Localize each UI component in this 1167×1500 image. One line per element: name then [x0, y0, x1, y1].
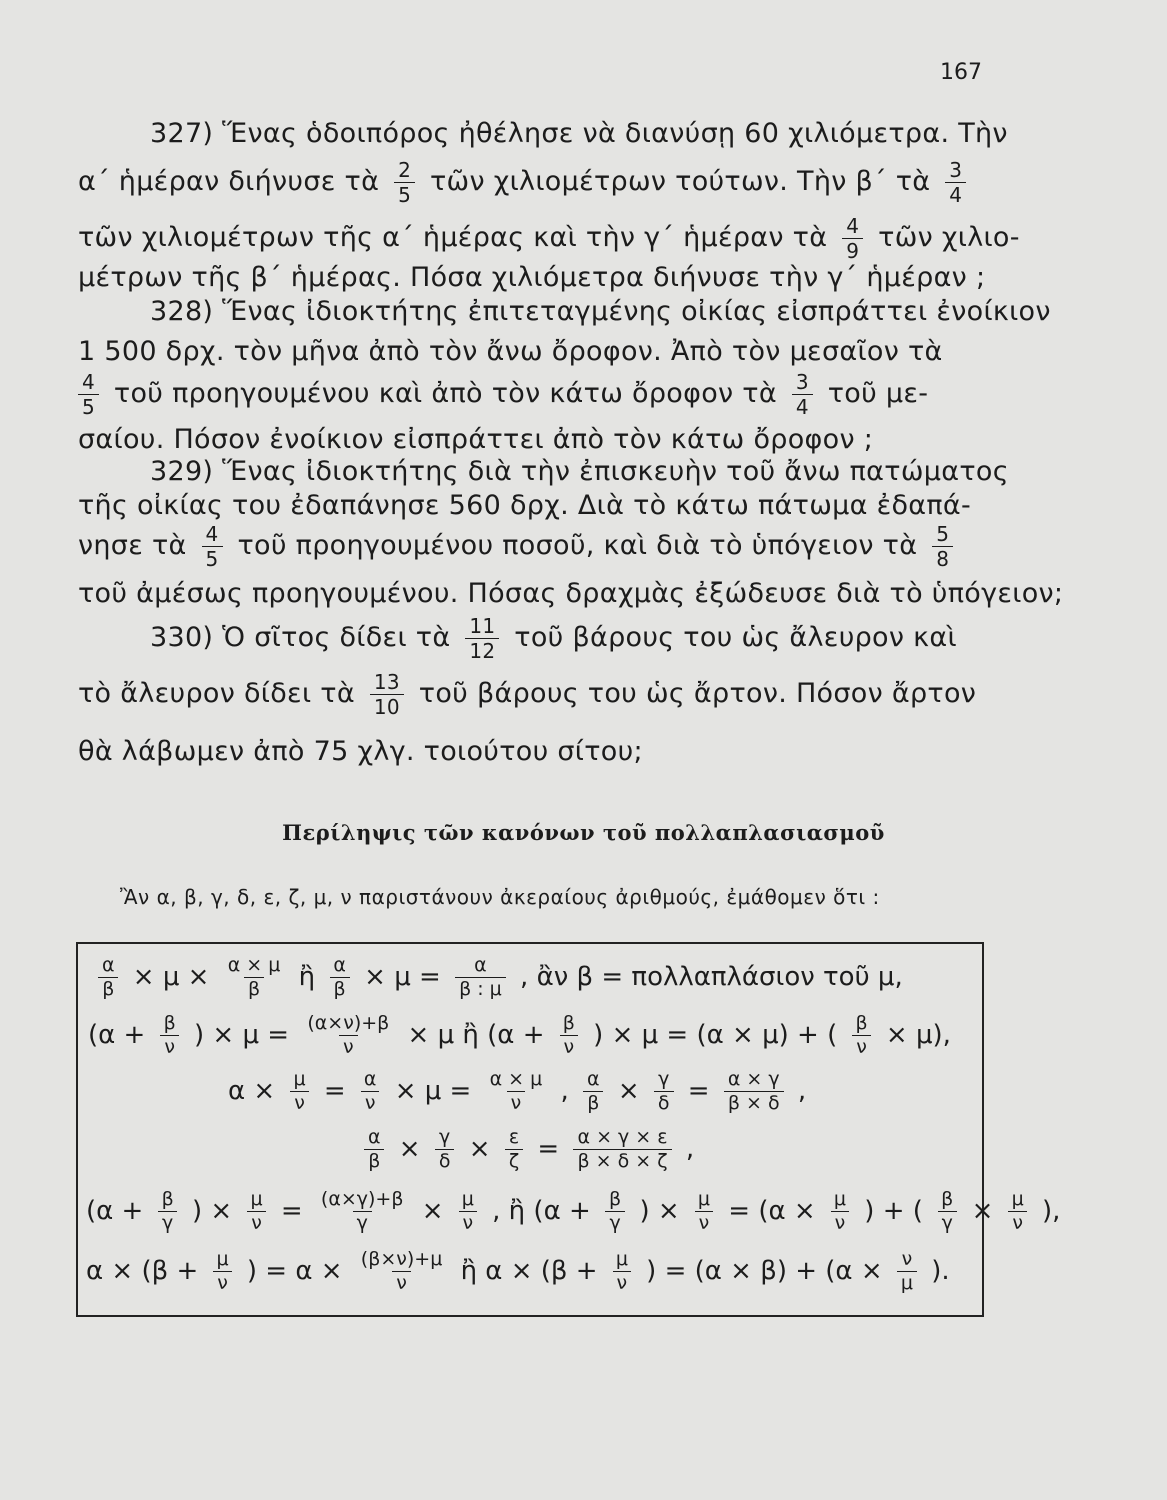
numerator: α [368, 1126, 381, 1148]
fraction [357, 1250, 447, 1293]
fraction [455, 956, 506, 999]
formula-row-2 [88, 1014, 951, 1057]
p329-line4: τοῦ ἀμέσως προηγουμένου. Πόσας δραχμὰς ἐξώδευσε διὰ τὸ ὑπόγειον; [78, 578, 1064, 609]
summary-heading: Περίληψις τῶν κανόνων τοῦ πολλαπλασιασμοῦ [282, 820, 885, 845]
formula-box [76, 942, 1061, 1317]
denominator: ν [831, 1211, 850, 1233]
fraction [486, 1070, 547, 1113]
text: , ἂν β = πολλαπλάσιον τοῦ μ, [520, 962, 903, 992]
fraction [360, 1070, 381, 1113]
denominator: ν [247, 1211, 266, 1233]
numerator: β [609, 1188, 622, 1210]
text: ) + ( [864, 1196, 923, 1226]
fraction [78, 372, 99, 417]
numerator: γ [439, 1126, 451, 1148]
p327-line4: μέτρων τῆς β΄ ἡμέρας. Πόσα χιλιόμετρα διήνυσε τὴν γ΄ ἡμέραν ; [78, 262, 986, 293]
text: ). [931, 1256, 950, 1286]
numerator: γ [658, 1068, 670, 1090]
text: = [537, 1134, 560, 1164]
page-number: 167 [940, 60, 982, 85]
text: ) × [639, 1196, 680, 1226]
numerator: β [941, 1188, 954, 1210]
fraction [435, 1128, 455, 1171]
denominator: 9 [842, 238, 863, 261]
denominator: β [330, 977, 350, 999]
text: ) × μ = [194, 1020, 290, 1050]
denominator: ζ [505, 1149, 523, 1171]
text: × [398, 1134, 421, 1164]
denominator: 8 [932, 546, 953, 569]
text: τοῦ βάρους του ὡς ἄλευρον καὶ [514, 622, 957, 653]
denominator: 4 [945, 182, 966, 205]
p329-line2: τῆς οἰκίας του ἐδαπάνησε 560 δρχ. Διὰ τὸ κάτω πάτωμα ἐδαπά- [78, 490, 972, 521]
text: τὸ ἄλευρον δίδει τὰ [78, 678, 355, 709]
fraction [654, 1070, 674, 1113]
denominator: γ [353, 1211, 372, 1233]
fraction [932, 524, 953, 569]
denominator: 5 [78, 394, 99, 417]
fraction [458, 1190, 478, 1233]
fraction [317, 1190, 408, 1233]
denominator: ν [1008, 1211, 1027, 1233]
fraction [851, 1014, 871, 1057]
fraction [224, 956, 285, 999]
numerator: μ [293, 1068, 306, 1090]
fraction [394, 160, 415, 205]
text: τῶν χιλιομέτρων τῆς α΄ ἡμέρας καὶ τὴν γ΄ ἡμέραν τὰ [78, 222, 828, 253]
denominator: ν [459, 1211, 478, 1233]
denominator: ν [613, 1271, 632, 1293]
denominator: ν [339, 1035, 358, 1057]
denominator: 12 [465, 638, 499, 661]
p328-line2: 1 500 δρχ. τὸν μῆνα ἀπὸ τὸν ἄνω ὄροφον. Ἀπὸ τὸν μεσαῖον τὰ [78, 336, 943, 367]
denominator: β [244, 977, 264, 999]
text: × μ), [885, 1020, 951, 1050]
text: = [687, 1076, 710, 1106]
numerator: μ [461, 1188, 474, 1210]
fraction [724, 1070, 784, 1113]
formula-row-4 [358, 1128, 694, 1171]
denominator: ν [695, 1211, 714, 1233]
text: τῶν χιλιομέτρων τούτων. Τὴν β΄ τὰ [430, 166, 931, 197]
p328-line4: σαίου. Πόσον ἐνοίκιον εἰσπράττει ἀπὸ τὸν κάτω ὄροφον ; [78, 424, 874, 455]
fraction [329, 956, 350, 999]
numerator: 4 [846, 214, 860, 238]
fraction [583, 1070, 604, 1113]
text: τῶν χιλιο- [878, 222, 1020, 253]
numerator: α × γ [727, 1068, 780, 1090]
fraction [792, 372, 813, 417]
numerator: α [333, 954, 346, 976]
fraction [364, 1128, 385, 1171]
denominator: β × δ × ζ [573, 1149, 671, 1171]
text: × [421, 1196, 444, 1226]
p328-line1: 328) Ἕνας ἰδιοκτήτης ἐπιτεταγμένης οἰκίας εἰσπράττει ἐνοίκιον [150, 296, 1051, 327]
denominator: δ [654, 1091, 674, 1113]
denominator: ν [290, 1091, 309, 1113]
text: = (α × [728, 1196, 816, 1226]
numerator: μ [216, 1248, 229, 1270]
numerator: β [562, 1012, 575, 1034]
denominator: 5 [394, 182, 415, 205]
text: × [468, 1134, 491, 1164]
fraction [937, 1190, 957, 1233]
p329-line3 [78, 524, 959, 569]
text: × μ = [394, 1076, 472, 1106]
fraction [202, 524, 223, 569]
fraction [158, 1190, 178, 1233]
denominator: μ [897, 1271, 917, 1293]
text: ) = (α × β) + (α × [646, 1256, 883, 1286]
p327-line1: 327) Ἕνας ὁδοιπόρος ἠθέλησε νὰ διανύσῃ 60 χιλιόμετρα. Τὴν [150, 118, 1008, 149]
denominator: 5 [202, 546, 223, 569]
formula-row-5 [86, 1190, 1060, 1233]
denominator: 10 [370, 694, 404, 717]
numerator: α × γ × ε [577, 1126, 668, 1148]
fraction [160, 1014, 180, 1057]
numerator: ε [508, 1126, 520, 1148]
denominator: γ [158, 1211, 177, 1233]
text: ), [1041, 1196, 1061, 1226]
p327-line2 [78, 160, 972, 205]
fraction [505, 1128, 523, 1171]
text: × μ × [132, 962, 210, 992]
fraction [213, 1250, 233, 1293]
p327-line3 [78, 216, 1020, 261]
text: × [971, 1196, 994, 1226]
text: , [685, 1134, 695, 1164]
denominator: ν [560, 1035, 579, 1057]
fraction [842, 216, 863, 261]
numerator: (α×ν)+β [307, 1012, 390, 1034]
text: τοῦ με- [827, 378, 929, 409]
numerator: 13 [373, 670, 400, 694]
text: τοῦ βάρους του ὡς ἄρτον. Πόσον ἄρτον [418, 678, 977, 709]
fraction [559, 1014, 579, 1057]
p329-line1: 329) Ἕνας ἰδιοκτήτης διὰ τὴν ἐπισκευὴν τοῦ ἄνω πατώματος [150, 456, 1009, 487]
numerator: (β×ν)+μ [360, 1248, 443, 1270]
fraction [605, 1190, 625, 1233]
denominator: β × δ [724, 1091, 784, 1113]
denominator: δ [435, 1149, 455, 1171]
denominator: γ [938, 1211, 957, 1233]
numerator: α × μ [227, 954, 281, 976]
fraction [303, 1014, 393, 1057]
numerator: α [474, 954, 487, 976]
fraction [246, 1190, 266, 1233]
text: τοῦ προηγουμένου καὶ ἀπὸ τὸν κάτω ὄροφον τὰ [113, 378, 777, 409]
denominator: ν [852, 1035, 871, 1057]
text: α × [228, 1076, 276, 1106]
numerator: α [587, 1068, 600, 1090]
text: , ἢ (α + [492, 1196, 591, 1226]
numerator: 5 [936, 522, 950, 546]
fraction [573, 1128, 671, 1171]
denominator: ν [213, 1271, 232, 1293]
numerator: μ [697, 1188, 710, 1210]
p328-line3 [72, 372, 928, 417]
numerator: 3 [795, 370, 809, 394]
numerator: α × μ [489, 1068, 543, 1090]
numerator: ν [901, 1248, 913, 1270]
p330-line1 [150, 616, 957, 661]
formula-row-1 [92, 956, 903, 999]
numerator: (α×γ)+β [320, 1188, 404, 1210]
text: = [280, 1196, 303, 1226]
numerator: β [161, 1188, 174, 1210]
formula-row-3 [228, 1070, 806, 1113]
numerator: β [855, 1012, 868, 1034]
numerator: β [163, 1012, 176, 1034]
numerator: μ [615, 1248, 628, 1270]
text: 330) Ὁ σῖτος δίδει τὰ [150, 622, 451, 653]
denominator: 4 [792, 394, 813, 417]
fraction [897, 1250, 917, 1293]
denominator: ν [361, 1091, 380, 1113]
fraction [612, 1250, 632, 1293]
text: × [617, 1076, 640, 1106]
text: × μ ἢ (α + [407, 1020, 545, 1050]
fraction [830, 1190, 850, 1233]
fraction [694, 1190, 714, 1233]
numerator: α [363, 1068, 377, 1090]
p330-line3: θὰ λάβωμεν ἀπὸ 75 χλγ. τοιούτου σίτου; [78, 736, 643, 767]
denominator: β [364, 1149, 384, 1171]
fraction [1008, 1190, 1028, 1233]
fraction [289, 1070, 309, 1113]
text: τοῦ προηγουμένου ποσοῦ, καὶ διὰ τὸ ὑπόγειον τὰ [237, 530, 918, 561]
denominator: β : μ [455, 977, 506, 999]
numerator: μ [833, 1188, 847, 1210]
text: νησε τὰ [78, 530, 187, 561]
numerator: 11 [469, 614, 496, 638]
fraction [98, 956, 119, 999]
text: ἢ [298, 962, 316, 992]
numerator: 4 [205, 522, 219, 546]
denominator: ν [160, 1035, 179, 1057]
text: × μ = [364, 962, 441, 992]
numerator: μ [1011, 1188, 1024, 1210]
text: α × (β + [86, 1256, 199, 1286]
denominator: ν [507, 1091, 526, 1113]
denominator: β [583, 1091, 603, 1113]
denominator: γ [605, 1211, 624, 1233]
text: ἢ α × (β + [460, 1256, 598, 1286]
denominator: β [98, 977, 118, 999]
numerator: 4 [82, 370, 96, 394]
text: = [323, 1076, 346, 1106]
fraction [945, 160, 966, 205]
text: ) = α × [246, 1256, 343, 1286]
summary-intro: Ἂν α, β, γ, δ, ε, ζ, μ, ν παριστάνουν ἀκεραίους ἀριθμούς, ἐμάθομεν ὅτι : [120, 885, 880, 909]
p330-line2 [78, 672, 976, 717]
numerator: α [102, 954, 115, 976]
fraction [465, 616, 499, 661]
text: , [560, 1076, 569, 1106]
numerator: 2 [398, 158, 412, 182]
denominator: ν [392, 1271, 411, 1293]
formula-row-6 [86, 1250, 950, 1293]
text: , [797, 1076, 807, 1106]
text: α΄ ἡμέραν διήνυσε τὰ [78, 166, 380, 197]
text: ) × μ = (α × μ) + ( [593, 1020, 838, 1050]
text: (α + [88, 1020, 146, 1050]
fraction [370, 672, 404, 717]
text: (α + [86, 1196, 144, 1226]
text: ) × [192, 1196, 233, 1226]
numerator: 3 [949, 158, 963, 182]
numerator: μ [250, 1188, 263, 1210]
